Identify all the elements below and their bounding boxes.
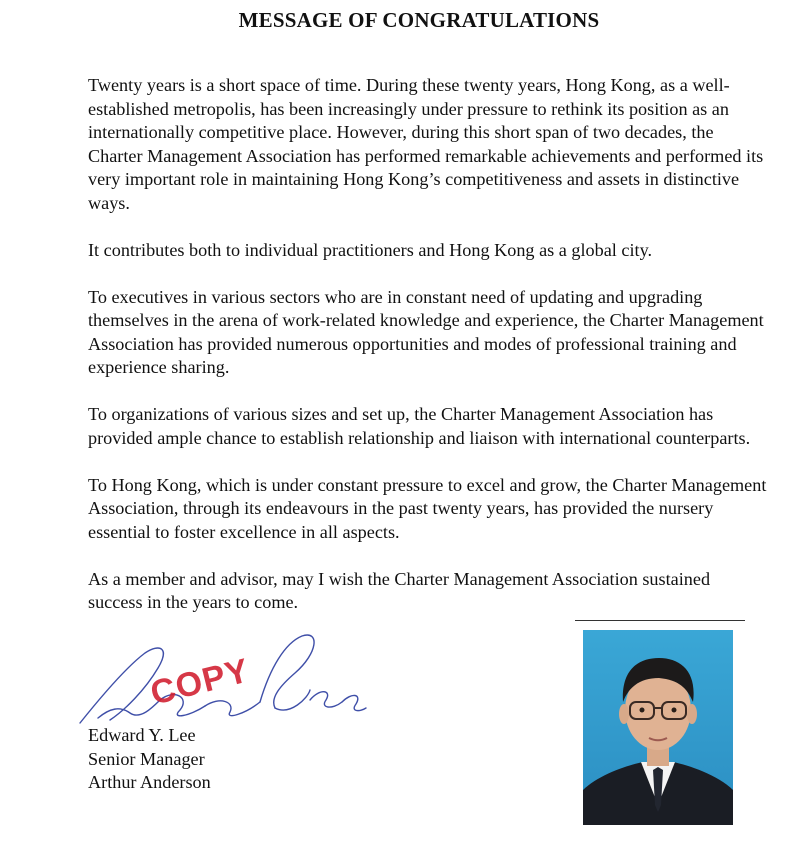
signatory-company: Arthur Anderson <box>88 772 211 792</box>
signatory-block <box>88 724 211 795</box>
message-body <box>88 74 768 638</box>
paragraph-1: Twenty years is a short space of time. During these twenty years, Hong Kong, as a well-established metropolis, has been increasingly under pressure to rethink its position as an internationally competitive place. However, during this short span of two decades, the Charter Management Association has performed remarkable achievements and performed its very important role in maintaining Hong Kong’s competitiveness and assets in distinctive ways. <box>88 75 764 213</box>
paragraph-6: As a member and advisor, may I wish the Charter Management Association sustained success in the years to come. <box>88 568 711 612</box>
signatory-position: Senior Manager <box>88 748 205 769</box>
paragraph-4: To organizations of various sizes and set up, the Charter Management Association has provided ample chance to establish relationship and liaison with international counterparts. <box>88 404 751 448</box>
paragraph-3: To executives in various sectors who are in constant need of updating and upgrading themselves in the arena of work-related knowledge and experience, the Charter Management Association has provided numerous opportunities and modes of professional training and experience sharing. <box>88 286 764 377</box>
paragraph-5: To Hong Kong, which is under constant pressure to excel and grow, the Charter Management Association, through its endeavours in the past twenty years, has provided the nursery essential to foster excellence in all aspects. <box>88 474 767 542</box>
copy-stamp: COPY <box>146 651 254 713</box>
portrait-photo <box>583 630 733 825</box>
signatory-name: Edward Y. Lee <box>88 725 196 745</box>
divider-rule <box>575 620 745 621</box>
page-title: MESSAGE OF CONGRATULATIONS <box>238 8 600 32</box>
paragraph-2: It contributes both to individual practitioners and Hong Kong as a global city. <box>88 239 653 260</box>
